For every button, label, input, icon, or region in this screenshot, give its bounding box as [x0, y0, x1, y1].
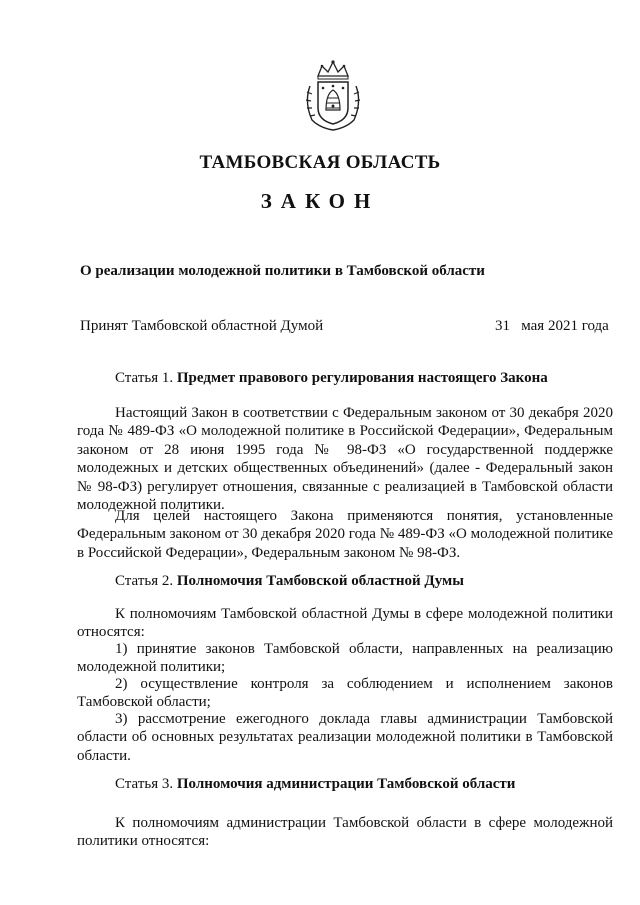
article-1-paragraph-1: Настоящий Закон в соответствии с Федеральным законом от 30 декабря 2020 года № 489-ФЗ «О молодежной политике в Российской Федерации», Федеральным законом от 28 июня 1995 года № 98-ФЗ «О государственной поддержке молодежных и детских общественных объединений» (далее - Федеральный закон № 98-ФЗ) регулирует отношения, связанные с реализацией в Тамбовской области молодежной политики.: [77, 405, 613, 514]
article-2-heading: [115, 573, 464, 590]
article-prefix: Статья 1.: [115, 370, 177, 386]
adoption-date: 31 мая 2021 года: [495, 318, 609, 334]
adopted-by: Принят Тамбовской областной Думой: [80, 318, 324, 334]
document-type-heading: ЗАКОН: [260, 189, 380, 213]
article-3-paragraph-1: К полномочиям администрации Тамбовской области в сфере молодежной политики относятся:: [77, 815, 613, 850]
law-title: О реализации молодежной политики в Тамбовской области: [80, 263, 485, 279]
article-1-paragraph-2: Для целей настоящего Закона применяются понятия, установленные Федеральным законом от 30 декабря 2020 года № 489-ФЗ «О молодежной политике в Российской Федерации», Федеральным законом № 98-ФЗ.: [77, 508, 613, 561]
article-prefix: Статья 2.: [115, 573, 177, 589]
article-2-item-2: 2) осуществление контроля за соблюдением и исполнением законов Тамбовской области;: [77, 676, 613, 711]
article-prefix: Статья 3.: [115, 776, 177, 792]
article-2-item-1: 1) принятие законов Тамбовской области, направленных на реализацию молодежной политики;: [77, 641, 613, 676]
article-title: Полномочия Тамбовской областной Думы: [176, 573, 464, 589]
article-1-heading: [115, 370, 548, 387]
article-3-heading: [115, 776, 515, 793]
article-2-item-3: 3) рассмотрение ежегодного доклада главы администрации Тамбовской области об основных результатах реализации молодежной политики в Тамбовской области.: [77, 711, 613, 764]
region-heading: ТАМБОВСКАЯ ОБЛАСТЬ: [199, 152, 441, 173]
article-title: Предмет правового регулирования настоящего Закона: [176, 370, 548, 386]
coat-of-arms-icon: [298, 58, 368, 132]
article-2-paragraph-1: К полномочиям Тамбовской областной Думы в сфере молодежной политики относятся:: [77, 606, 613, 641]
article-title: Полномочия администрации Тамбовской области: [176, 776, 516, 792]
